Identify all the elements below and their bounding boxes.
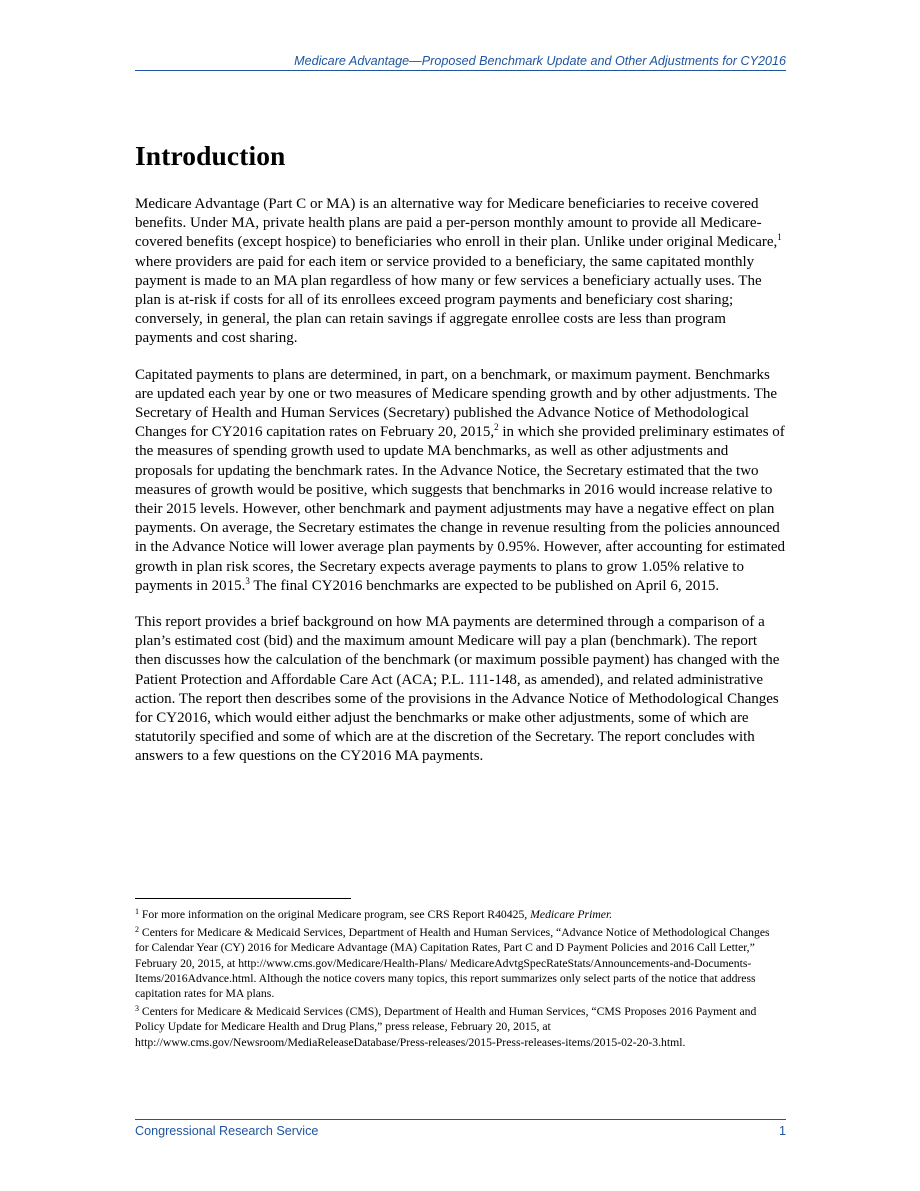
footnote-3-number: 3 bbox=[135, 1004, 139, 1014]
footnote-separator bbox=[135, 898, 351, 899]
paragraph-1-part-a: Medicare Advantage (Part C or MA) is an alternative way for Medicare beneficiaries to receive covered benefits. Under MA, private health plans are paid a per-person monthly amount to provide all Medicare-covered benefits (except hospice) to beneficiaries who enroll in their plan. Unlike under original Medicare, bbox=[135, 196, 778, 251]
paragraph-1-part-b: where providers are paid for each item or service provided to a beneficiary, the same capitated monthly payment is made to an MA plan regardless of how many or few services a beneficiary actually uses. The plan is at-risk if costs for all of its enrollees exceed program payments and beneficiary cost sharing; conversely, in general, the plan can retain savings if aggregate enrollee costs are less than program payments and cost sharing. bbox=[135, 253, 762, 347]
footnote-1-report-title: Medicare Primer. bbox=[530, 908, 613, 921]
page-number: 1 bbox=[778, 1124, 786, 1138]
running-footer bbox=[135, 1119, 786, 1138]
running-header bbox=[135, 54, 786, 71]
footnote-ref-1[interactable]: 1 bbox=[777, 232, 782, 243]
footer-org: Congressional Research Service bbox=[135, 1124, 319, 1138]
footnote-1 bbox=[135, 907, 786, 922]
paragraph-1 bbox=[135, 195, 786, 349]
footnote-1-number: 1 bbox=[135, 907, 139, 916]
paragraph-2-part-c: The final CY2016 benchmarks are expected to be published on April 6, 2015. bbox=[249, 577, 720, 594]
footnote-2 bbox=[135, 925, 786, 1001]
paragraph-2 bbox=[135, 366, 786, 596]
section-title: Introduction bbox=[135, 140, 286, 171]
footnote-3-text: Centers for Medicare & Medicaid Services (CMS), Department of Health and Human Services, “CMS Proposes 2016 Payment and Policy Update for Medicare Health and Drug Plans,” press release, February 20, 2015, at http://www.cms.gov/Newsroom/MediaReleaseDatabase/Press-releases/2015-Press-releases-items/2015-02-20-3.html. bbox=[135, 1005, 757, 1049]
footnotes bbox=[135, 907, 786, 1053]
body-text bbox=[135, 195, 786, 784]
footnote-2-number: 2 bbox=[135, 925, 139, 935]
footnote-1-text: For more information on the original Medicare program, see CRS Report R40425, bbox=[139, 908, 531, 921]
footnote-2-text: Centers for Medicare & Medicaid Services, Department of Health and Human Services, “Advance Notice of Methodological Changes for Calendar Year (CY) 2016 for Medicare Advantage (MA) Capitation Rates, Part C and D Payment Policies and 2016 Call Letter,” February 20, 2015, at http://www.cms.gov/Medicare/Health-Plans/ MedicareAdvtgSpecRateStats/Announcements-and-Documents-Items/2016Advance.html. Although the notice covers many topics, this report summarizes only select parts of the notice that address capitation rates for MA plans. bbox=[135, 926, 770, 1001]
running-header-title: Medicare Advantage—Proposed Benchmark Update and Other Adjustments for CY2016 bbox=[294, 54, 786, 68]
paragraph-2-part-b: in which she provided preliminary estimates of the measures of spending growth used to update MA benchmarks, as well as other adjustments and proposals for updating the benchmark rates. In the Advance Notice, the Secretary estimated that the two measures of growth would be positive, which suggests that benchmarks in 2016 would increase relative to their 2015 levels. However, other benchmark and payment adjustments may have a negative effect on plan payments. On average, the Secretary estimates the change in revenue resulting from the policies announced in the Advance Notice will lower average plan payments by 0.95%. However, after accounting for estimated growth in plan risk scores, the Secretary expects average payments to plans to grow 1.05% relative to payments in 2015. bbox=[135, 424, 786, 594]
paragraph-2-part-a: Capitated payments to plans are determined, in part, on a benchmark, or maximum payment. Benchmarks are updated each year by one or two measures of Medicare spending growth and by other adjustments. The Secretary of Health and Human Services (Secretary) published the Advance Notice of Methodological Changes for CY2016 capitation rates on February 20, 2015, bbox=[135, 366, 778, 441]
footnote-ref-2[interactable]: 2 bbox=[494, 422, 499, 433]
footnote-3 bbox=[135, 1004, 786, 1050]
footnote-ref-3[interactable]: 3 bbox=[245, 575, 250, 586]
paragraph-3: This report provides a brief background on how MA payments are determined through a comparison of a plan’s estimated cost (bid) and the maximum amount Medicare will pay a plan (benchmark). The report then discusses how the calculation of the benchmark (or maximum possible payment) has changed with the Patient Protection and Affordable Care Act (ACA; P.L. 111-148, as amended), and related administrative action. The report then describes some of the provisions in the Advance Notice of Methodological Changes for CY2016, which would either adjust the benchmarks or make other adjustments, some of which are statutorily specified and some of which are at the discretion of the Secretary. The report concludes with answers to a few questions on the CY2016 MA payments. bbox=[135, 614, 780, 765]
